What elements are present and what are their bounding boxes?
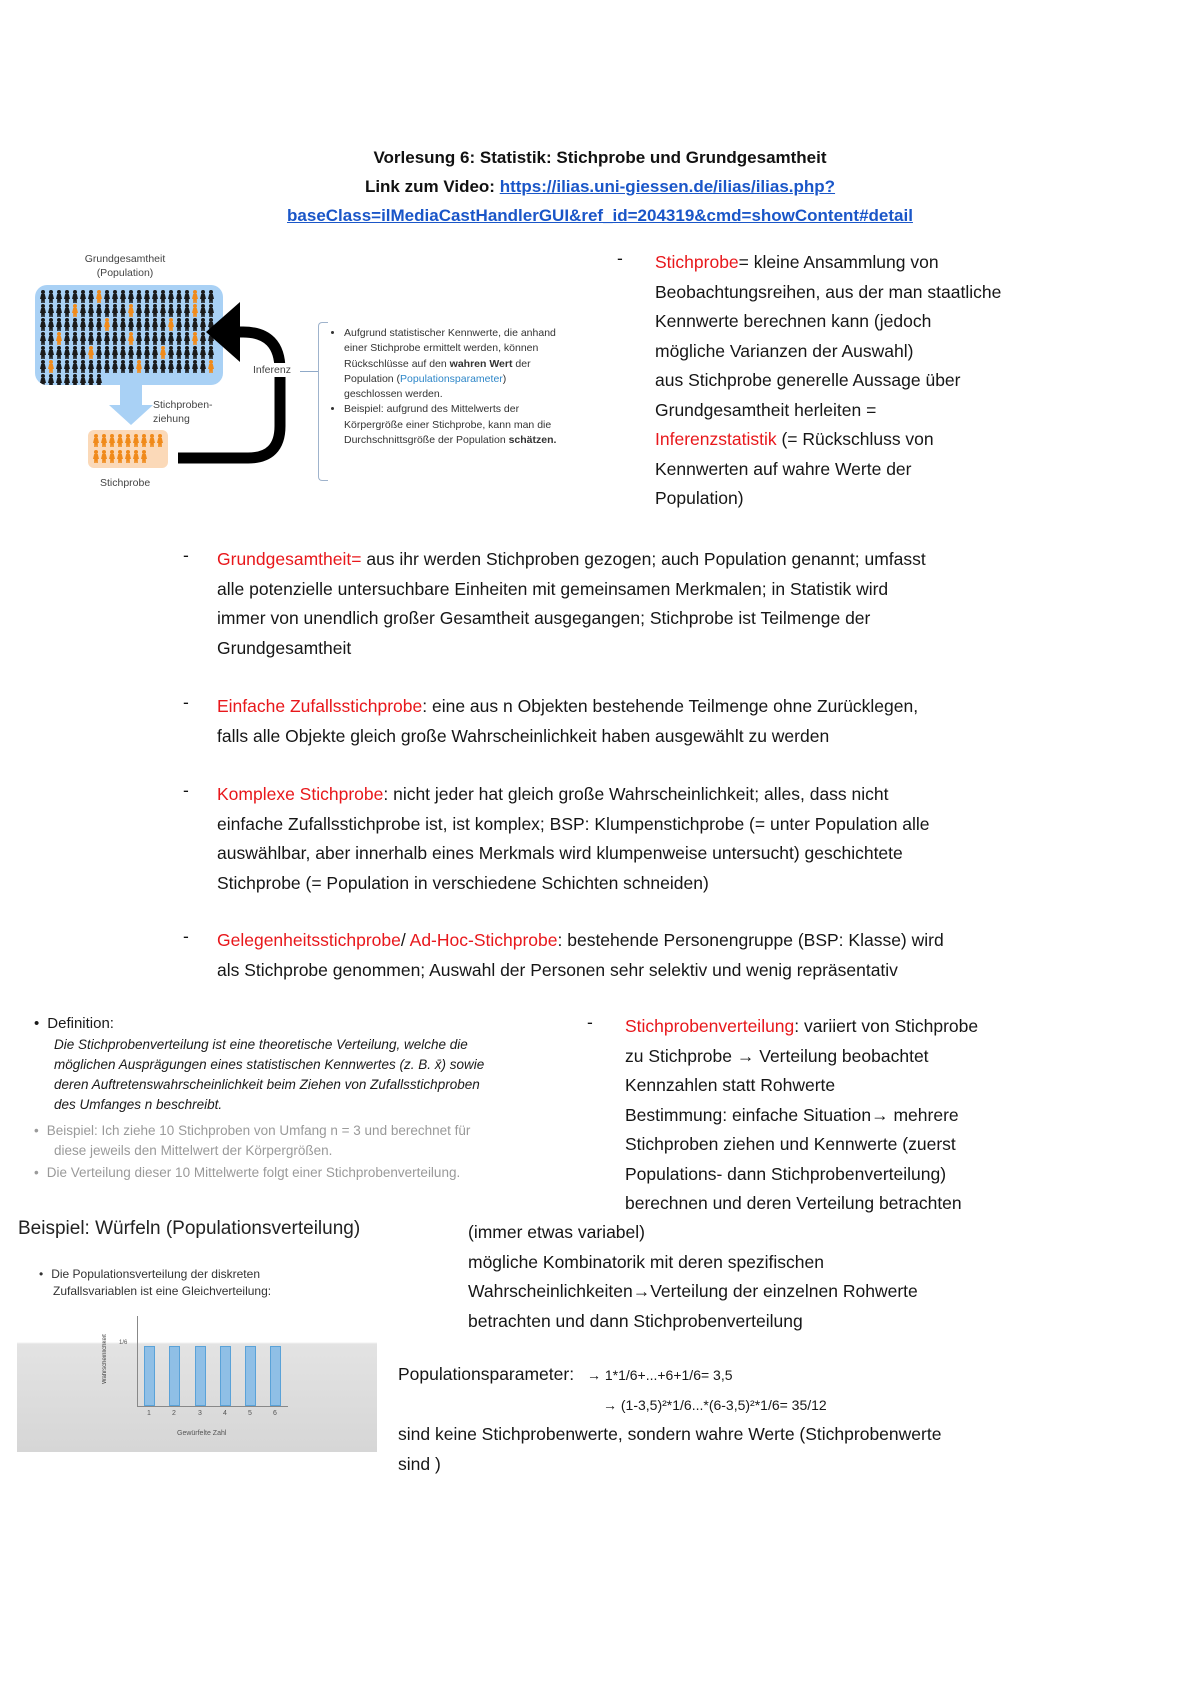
video-link-label: Link zum Video: — [364, 177, 500, 196]
person-icon — [128, 304, 134, 317]
person-icon — [56, 318, 62, 331]
person-icon — [152, 304, 158, 317]
person-icon — [80, 332, 86, 345]
person-icon — [160, 304, 166, 317]
person-icon — [117, 434, 123, 447]
person-icon — [128, 346, 134, 359]
person-icon — [101, 434, 107, 447]
formula-mean: → 1*1/6+...+6+1/6= 3,5 — [586, 1367, 733, 1383]
person-icon — [149, 434, 155, 447]
person-icon — [64, 374, 70, 385]
person-icon — [160, 346, 166, 359]
person-icon — [72, 290, 78, 303]
person-icon — [144, 332, 150, 345]
person-icon — [80, 374, 86, 385]
inference-arrow-icon — [168, 280, 298, 480]
chart-ylabel: Wahrscheinlichkeit — [102, 1334, 108, 1384]
person-icon — [120, 332, 126, 345]
person-icon — [48, 374, 54, 385]
wuerfel-slide: • Die Populationsverteilung der diskreten Zufallsvariablen ist eine Gleichverteilung: Wahrscheinlichkeit 1/6 1 2 3 4 5 6 Gewürfelte Zahl — [17, 1252, 377, 1452]
person-icon — [133, 450, 139, 463]
person-icon — [117, 450, 123, 463]
person-icon — [56, 374, 62, 385]
person-icon — [128, 332, 134, 345]
stichprobenverteilung-continued: (immer etwas variabel) mögliche Kombinatorik mit deren spezifischen Wahrscheinlichkeiten→Verteilung der einzelnen Rohwerte betrachten und dann Stichprobenverteilung — [468, 1222, 918, 1331]
parameter-label: Populationsparameter: — [398, 1364, 575, 1384]
person-icon — [56, 290, 62, 303]
person-icon — [104, 346, 110, 359]
person-icon — [120, 290, 126, 303]
person-icon — [88, 360, 94, 373]
gelegenheitsstichprobe-definition: Gelegenheitsstichprobe/ Ad-Hoc-Stichprobe: bestehende Personengruppe (BSP: Klasse) wird als Stichprobe genommen; Auswahl der Personen sehr selektiv und wenig repräsentativ — [217, 930, 944, 980]
inference-callout — [326, 326, 558, 448]
person-icon — [96, 332, 102, 345]
list-dash: - — [617, 248, 623, 268]
chart-bar — [169, 1346, 180, 1406]
person-icon — [128, 290, 134, 303]
person-icon — [64, 346, 70, 359]
video-link-line — [0, 172, 1200, 201]
list-dash: - — [587, 1012, 593, 1032]
person-icon — [48, 290, 54, 303]
person-icon — [104, 360, 110, 373]
person-icon — [120, 318, 126, 331]
stichprobe-definition: Stichprobe= kleine Ansammlung von Beobachtungsreihen, aus der man staatliche Kennwerte berechnen kann (jedoch mögliche Varianzen der Auswahl) aus Stichprobe generelle Aussage über Grundgesamtheit herleiten = Inferenzstatistik (= Rückschluss von Kennwerten auf wahre Werte der Population) — [655, 252, 1002, 508]
person-icon — [128, 360, 134, 373]
person-icon — [88, 374, 94, 385]
chart-ytick: 1/6 — [119, 1340, 128, 1346]
einfache-zufallsstichprobe-definition: Einfache Zufallsstichprobe: eine aus n Objekten bestehende Teilmenge ohne Zurücklegen, falls alle Objekte gleich große Wahrscheinlichkeit haben ausgewählt zu werden — [217, 696, 919, 746]
term-komplexe-stichprobe: Komplexe Stichprobe — [217, 784, 384, 804]
person-icon — [48, 332, 54, 345]
wuerfel-bullet: • Die Populationsverteilung der diskreten Zufallsvariablen ist eine Gleichverteilung: — [39, 1267, 272, 1298]
person-icon — [109, 450, 115, 463]
person-icon — [72, 304, 78, 317]
person-icon — [96, 360, 102, 373]
person-icon — [112, 290, 118, 303]
person-icon — [93, 450, 99, 463]
person-icon — [120, 346, 126, 359]
person-icon — [136, 318, 142, 331]
chart-bar — [195, 1346, 206, 1406]
person-icon — [64, 290, 70, 303]
person-icon — [40, 360, 46, 373]
person-icon — [144, 360, 150, 373]
term-stichprobe: Stichprobe — [655, 252, 739, 272]
person-icon — [40, 290, 46, 303]
person-icon — [64, 332, 70, 345]
person-icon — [112, 304, 118, 317]
person-icon — [80, 290, 86, 303]
person-icon — [88, 346, 94, 359]
person-icon — [80, 304, 86, 317]
person-icon — [72, 374, 78, 385]
term-inferenzstatistik: Inferenzstatistik — [655, 429, 777, 449]
sample-box — [88, 430, 168, 468]
person-icon — [104, 318, 110, 331]
person-icon — [136, 360, 142, 373]
person-icon — [48, 346, 54, 359]
term-einfache-zufallsstichprobe: Einfache Zufallsstichprobe — [217, 696, 423, 716]
person-icon — [136, 332, 142, 345]
inference-label: Inferenz — [250, 363, 294, 377]
sampling-label: Stichproben- ziehung — [153, 399, 213, 425]
person-icon — [40, 374, 46, 385]
person-icon — [160, 290, 166, 303]
person-icon — [133, 434, 139, 447]
person-icon — [144, 304, 150, 317]
person-icon — [72, 360, 78, 373]
person-icon — [40, 318, 46, 331]
person-icon — [112, 346, 118, 359]
person-icon — [96, 304, 102, 317]
wuerfel-slide-title: Beispiel: Würfeln (Populationsverteilung) — [18, 1218, 361, 1239]
person-icon — [72, 332, 78, 345]
person-icon — [152, 290, 158, 303]
person-icon — [112, 318, 118, 331]
person-icon — [160, 318, 166, 331]
list-dash: - — [183, 780, 189, 800]
chart-bar — [220, 1346, 231, 1406]
person-icon — [40, 346, 46, 359]
person-icon — [120, 360, 126, 373]
person-icon — [112, 332, 118, 345]
list-dash: - — [183, 692, 189, 712]
person-icon — [152, 318, 158, 331]
person-icon — [101, 450, 107, 463]
formula-variance: → (1-3,5)²*1/6...*(6-3,5)²*1/6= 35/12 — [603, 1396, 827, 1413]
sample-label: Stichprobe — [100, 477, 151, 489]
list-dash: - — [183, 926, 189, 946]
population-sample-diagram — [20, 240, 340, 490]
person-icon — [96, 374, 102, 385]
person-icon — [64, 304, 70, 317]
callout-connector — [300, 371, 318, 372]
person-icon — [56, 346, 62, 359]
person-icon — [152, 360, 158, 373]
chart-xlabel: Gewürfelte Zahl — [177, 1430, 227, 1437]
chart-bar — [144, 1346, 155, 1406]
person-icon — [96, 290, 102, 303]
person-icon — [88, 318, 94, 331]
term-stichprobenverteilung: Stichprobenverteilung — [625, 1016, 795, 1036]
person-icon — [88, 290, 94, 303]
person-icon — [128, 318, 134, 331]
person-icon — [104, 332, 110, 345]
person-icon — [64, 318, 70, 331]
chart-bar — [270, 1346, 281, 1406]
person-icon — [72, 318, 78, 331]
person-icon — [109, 434, 115, 447]
person-icon — [48, 318, 54, 331]
video-link[interactable]: https://ilias.uni-giessen.de/ilias/ilias.php? — [499, 177, 836, 196]
person-icon — [112, 360, 118, 373]
term-ad-hoc-stichprobe: Ad-Hoc-Stichprobe — [409, 930, 558, 950]
person-icon — [48, 304, 54, 317]
definition-slide: • Definition: Die Stichprobenverteilung ist eine theoretische Verteilung, welche die möglichen Ausprägungen eines statistischen Kennwertes (z. B. x̄) sowie deren Auftretenswahrscheinlichkeit beim Ziehen von Zufallsstichproben des Umfanges n beschreibt. • Beispiel: Ich ziehe 10 Stichproben von Umfang n = 3 und berechnet für diese jeweils den Mittelwert der Körpergrößen. • Die Verteilung dieser 10 Mittelwerte folgt einer Stichprobenverteilung. — [34, 1015, 485, 1180]
document-title: Vorlesung 6: Statistik: Stichprobe und Grundgesamtheit — [373, 148, 827, 167]
person-icon — [40, 304, 46, 317]
komplexe-stichprobe-definition: Komplexe Stichprobe: nicht jeder hat gleich große Wahrscheinlichkeit; alles, dass nicht einfache Zufallsstichprobe ist, ist komplex; BSP: Klumpenstichprobe (= unter Population alle auswählbar, aber innerhalb eines Merkmals wird klumpenweise untersucht) geschichtete Stichprobe (= Population in verschiedene Schichten schneiden) — [217, 784, 930, 893]
person-icon — [96, 346, 102, 359]
populationsparameter-block: Populationsparameter: → 1*1/6+...+6+1/6= 3,5 → (1-3,5)²*1/6...*(6-3,5)²*1/6= 35/12 sind keine Stichprobenwerte, sondern wahre Werte (Stichprobenwerte sind ) — [398, 1360, 1098, 1479]
person-icon — [152, 332, 158, 345]
person-icon — [104, 290, 110, 303]
video-link-line-2 — [0, 201, 1200, 230]
person-icon — [141, 450, 147, 463]
person-icon — [56, 332, 62, 345]
person-icon — [88, 304, 94, 317]
person-icon — [120, 304, 126, 317]
person-icon — [80, 346, 86, 359]
callout-bullet: • Aufgrund statistischer Kennwerte, die anhand einer Stichprobe ermittelt werden, können Rückschlüsse auf den wahren Wert der Population (Populationsparameter) geschlossen werden. — [344, 326, 558, 402]
person-icon — [160, 360, 166, 373]
term-grundgesamtheit: Grundgesamtheit= — [217, 549, 362, 569]
person-icon — [72, 346, 78, 359]
person-icon — [80, 360, 86, 373]
person-icon — [152, 346, 158, 359]
term-gelegenheitsstichprobe: Gelegenheitsstichprobe — [217, 930, 401, 950]
population-title: Grundgesamtheit (Population) — [84, 253, 166, 279]
person-icon — [104, 304, 110, 317]
person-icon — [96, 318, 102, 331]
person-icon — [136, 290, 142, 303]
person-icon — [56, 304, 62, 317]
person-icon — [64, 360, 70, 373]
person-icon — [80, 318, 86, 331]
person-icon — [48, 360, 54, 373]
grundgesamtheit-definition: Grundgesamtheit= aus ihr werden Stichproben gezogen; auch Population genannt; umfasst alle potenzielle untersuchbare Einheiten mit gemeinsamen Merkmalen; in Statistik wird immer von unendlich großer Gesamtheit ausgegangen; Stichprobe ist Teilmenge der Grundgesamtheit — [217, 549, 926, 658]
person-icon — [40, 332, 46, 345]
stichprobenverteilung-definition: Stichprobenverteilung: variiert von Stichprobe zu Stichprobe → Verteilung beobachtet Kennzahlen statt Rohwerte Bestimmung: einfache Situation→ mehrere Stichproben ziehen und Kennwerte (zuerst Populations- dann Stichprobenverteilung) berechnen und deren Verteilung betrachten — [625, 1016, 979, 1213]
person-icon — [160, 332, 166, 345]
person-icon — [144, 290, 150, 303]
person-icon — [93, 434, 99, 447]
person-icon — [125, 450, 131, 463]
person-icon — [136, 304, 142, 317]
down-arrow-icon — [109, 405, 153, 425]
dice-bar-chart — [137, 1316, 288, 1407]
person-icon — [157, 434, 163, 447]
callout-bullet: • Beispiel: aufgrund des Mittelwerts der Körpergröße einer Stichprobe, kann man die Durchschnittsgröße der Population schätzen. — [344, 402, 558, 448]
sampling-arrow-shaft — [120, 385, 142, 405]
person-icon — [125, 434, 131, 447]
person-icon — [144, 346, 150, 359]
video-link-continued[interactable]: baseClass=ilMediaCastHandlerGUI&ref_id=204319&cmd=showContent#detail — [287, 206, 913, 225]
person-icon — [56, 360, 62, 373]
list-dash: - — [183, 545, 189, 565]
person-icon — [141, 434, 147, 447]
person-icon — [88, 332, 94, 345]
person-icon — [144, 318, 150, 331]
person-icon — [136, 346, 142, 359]
chart-bar — [245, 1346, 256, 1406]
